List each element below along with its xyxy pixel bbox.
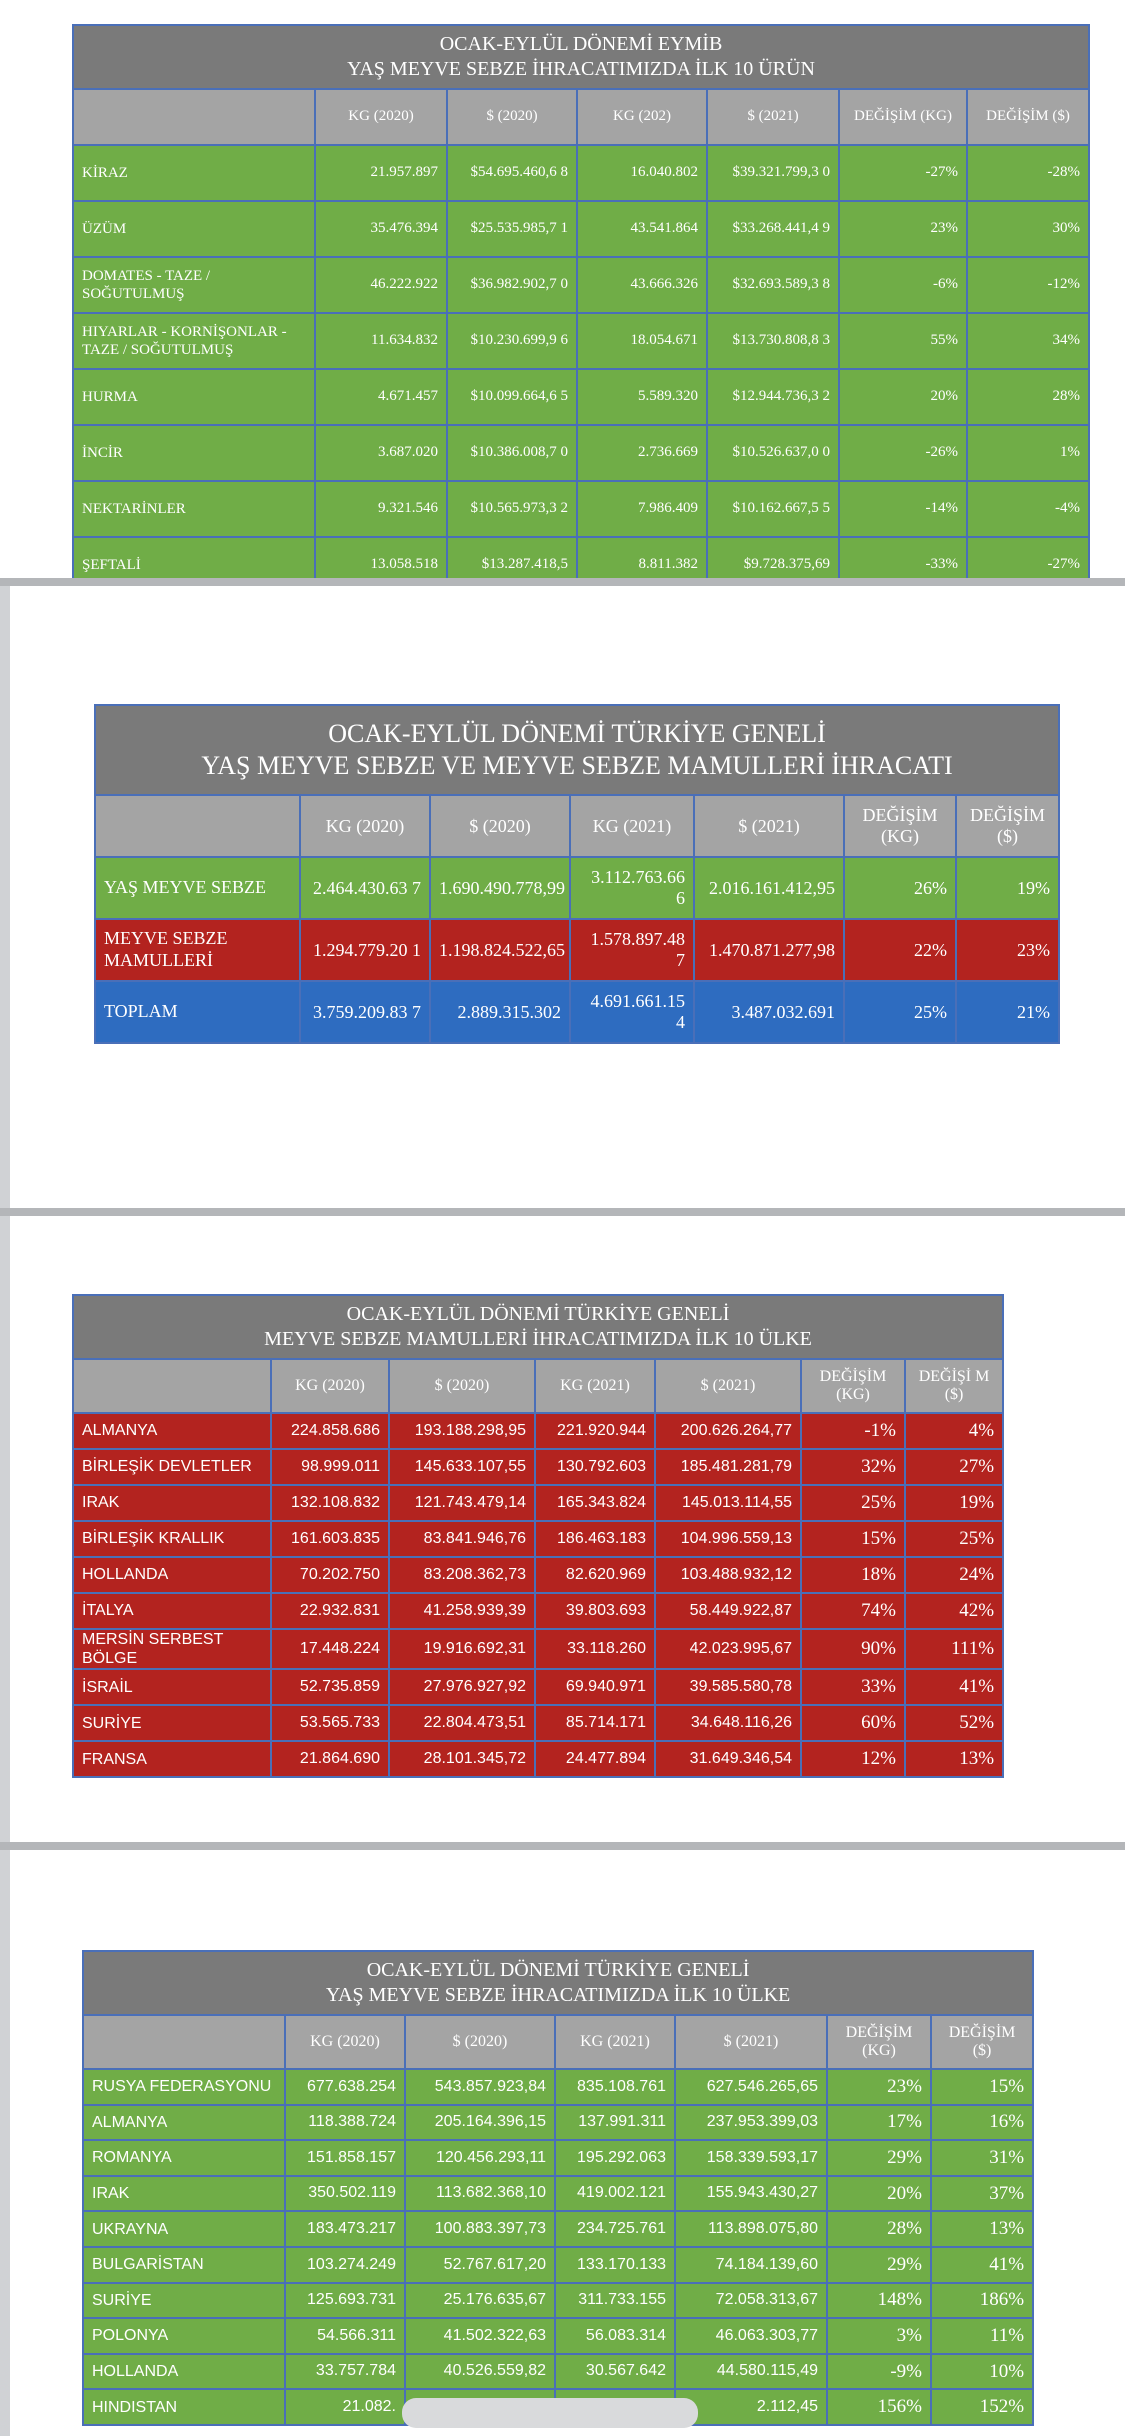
- cell-kg2021: 69.940.971: [535, 1669, 655, 1705]
- cell-chg-usd: -28%: [967, 145, 1089, 201]
- row-label: MEYVE SEBZE MAMULLERİ: [95, 919, 300, 981]
- cell-usd2021: $10.162.667,5 5: [707, 481, 839, 537]
- row-label: MERSİN SERBEST BÖLGE: [73, 1629, 271, 1669]
- cell-chg-usd: 41%: [931, 2247, 1033, 2283]
- cell-kg2021: 16.040.802: [577, 145, 707, 201]
- cell-kg2020: 35.476.394: [315, 201, 447, 257]
- cell-usd2021: 31.649.346,54: [655, 1741, 801, 1777]
- cell-kg2020: 4.671.457: [315, 369, 447, 425]
- cell-chg-usd: 21%: [956, 981, 1059, 1043]
- obscured-overlay: [402, 2398, 698, 2428]
- cell-kg2020: 3.687.020: [315, 425, 447, 481]
- cell-usd2021: 2.016.161.412,95: [694, 857, 844, 919]
- row-label: IRAK: [73, 1485, 271, 1521]
- row-label: ROMANYA: [83, 2140, 285, 2176]
- cell-usd2021: 237.953.399,03: [675, 2105, 827, 2141]
- column-header: $ (2020): [430, 795, 570, 857]
- table-row: [95, 857, 1059, 919]
- cell-kg2021: 311.733.155: [555, 2283, 675, 2319]
- cell-kg2021: 186.463.183: [535, 1521, 655, 1557]
- left-edge: [0, 1850, 10, 2436]
- cell-kg2020: 13.058.518: [315, 537, 447, 578]
- row-label: İSRAİL: [73, 1669, 271, 1705]
- column-header: DEĞİŞİM (KG): [827, 2015, 931, 2069]
- cell-usd2020: 40.526.559,82: [405, 2354, 555, 2390]
- cell-kg2020: 53.565.733: [271, 1705, 389, 1741]
- cell-kg2020: 2.464.430.63 7: [300, 857, 430, 919]
- row-label: ŞEFTALİ: [73, 537, 315, 578]
- table-row: [73, 1669, 1003, 1705]
- cell-usd2021: 185.481.281,79: [655, 1449, 801, 1485]
- cell-chg-kg: 33%: [801, 1669, 905, 1705]
- cell-usd2021: 74.184.139,60: [675, 2247, 827, 2283]
- table-title: OCAK-EYLÜL DÖNEMİ EYMİB YAŞ MEYVE SEBZE İHRACATIMIZDA İLK 10 ÜRÜN: [73, 25, 1089, 89]
- cell-chg-usd: -4%: [967, 481, 1089, 537]
- table-row: [83, 2105, 1033, 2141]
- column-header: [83, 2015, 285, 2069]
- row-label: HINDISTAN: [83, 2389, 285, 2425]
- cell-usd2021: 58.449.922,87: [655, 1593, 801, 1629]
- cell-usd2020: 2.889.315.302: [430, 981, 570, 1043]
- row-label: UKRAYNA: [83, 2211, 285, 2247]
- cell-chg-kg: 28%: [827, 2211, 931, 2247]
- cell-chg-usd: 13%: [905, 1741, 1003, 1777]
- row-label: IRAK: [83, 2176, 285, 2212]
- cell-kg2020: 21.864.690: [271, 1741, 389, 1777]
- cell-usd2021: 1.470.871.277,98: [694, 919, 844, 981]
- cell-kg2020: 350.502.119: [285, 2176, 405, 2212]
- table-row: [95, 981, 1059, 1043]
- cell-chg-usd: 4%: [905, 1413, 1003, 1449]
- cell-usd2020: 145.633.107,55: [389, 1449, 535, 1485]
- cell-kg2021: 2.736.669: [577, 425, 707, 481]
- cell-usd2021: 113.898.075,80: [675, 2211, 827, 2247]
- table-title: OCAK-EYLÜL DÖNEMİ TÜRKİYE GENELİ YAŞ MEYVE SEBZE VE MEYVE SEBZE MAMULLERİ İHRACATI: [95, 705, 1059, 795]
- table-row: [95, 919, 1059, 981]
- turkey-fresh-and-processed-exports-table: [94, 704, 1060, 1044]
- cell-chg-kg: 22%: [844, 919, 956, 981]
- column-header: DEĞİŞİM (KG): [801, 1359, 905, 1413]
- column-header: KG (2021): [570, 795, 694, 857]
- cell-usd2021: $9.728.375,69: [707, 537, 839, 578]
- table-title: OCAK-EYLÜL DÖNEMİ TÜRKİYE GENELİ YAŞ MEYVE SEBZE İHRACATIMIZDA İLK 10 ÜLKE: [83, 1951, 1033, 2015]
- cell-chg-usd: 23%: [956, 919, 1059, 981]
- row-label: İNCİR: [73, 425, 315, 481]
- cell-chg-kg: 29%: [827, 2140, 931, 2176]
- cell-chg-kg: 15%: [801, 1521, 905, 1557]
- column-header: DEĞİŞİM ($): [931, 2015, 1033, 2069]
- cell-chg-kg: 3%: [827, 2318, 931, 2354]
- cell-kg2020: 161.603.835: [271, 1521, 389, 1557]
- processed-exports-top-10-countries-table: [72, 1294, 1004, 1778]
- cell-chg-usd: 19%: [905, 1485, 1003, 1521]
- row-label: FRANSA: [73, 1741, 271, 1777]
- cell-kg2021: 137.991.311: [555, 2105, 675, 2141]
- table-row: [83, 2211, 1033, 2247]
- table-row: [83, 2318, 1033, 2354]
- cell-kg2020: 151.858.157: [285, 2140, 405, 2176]
- cell-usd2020: 193.188.298,95: [389, 1413, 535, 1449]
- cell-kg2021: 56.083.314: [555, 2318, 675, 2354]
- cell-chg-kg: 17%: [827, 2105, 931, 2141]
- row-label: ALMANYA: [73, 1413, 271, 1449]
- cell-kg2020: 224.858.686: [271, 1413, 389, 1449]
- cell-chg-kg: 18%: [801, 1557, 905, 1593]
- column-header: DEĞİŞİ M ($): [905, 1359, 1003, 1413]
- cell-kg2021: 43.541.864: [577, 201, 707, 257]
- cell-kg2021: 43.666.326: [577, 257, 707, 313]
- table-row: [73, 425, 1089, 481]
- cell-chg-usd: 52%: [905, 1705, 1003, 1741]
- cell-chg-usd: 28%: [967, 369, 1089, 425]
- table-row: [83, 2354, 1033, 2390]
- cell-chg-kg: 23%: [827, 2069, 931, 2105]
- cell-usd2021: $32.693.589,3 8: [707, 257, 839, 313]
- cell-chg-kg: -1%: [801, 1413, 905, 1449]
- cell-kg2021: 5.589.320: [577, 369, 707, 425]
- cell-usd2021: $33.268.441,4 9: [707, 201, 839, 257]
- cell-chg-usd: 1%: [967, 425, 1089, 481]
- cell-chg-usd: 42%: [905, 1593, 1003, 1629]
- table-row: [73, 313, 1089, 369]
- cell-chg-usd: -27%: [967, 537, 1089, 578]
- cell-usd2021: 3.487.032.691: [694, 981, 844, 1043]
- column-header: $ (2021): [694, 795, 844, 857]
- table-row: [83, 2140, 1033, 2176]
- row-label: TOPLAM: [95, 981, 300, 1043]
- table-row: [73, 1593, 1003, 1629]
- cell-usd2021: $10.526.637,0 0: [707, 425, 839, 481]
- table-row: [73, 1521, 1003, 1557]
- table-row: [73, 1705, 1003, 1741]
- cell-chg-usd: 24%: [905, 1557, 1003, 1593]
- cell-chg-usd: 31%: [931, 2140, 1033, 2176]
- table-row: [83, 2247, 1033, 2283]
- row-label: SURİYE: [83, 2283, 285, 2319]
- cell-chg-kg: 55%: [839, 313, 967, 369]
- cell-chg-usd: 27%: [905, 1449, 1003, 1485]
- cell-chg-usd: 16%: [931, 2105, 1033, 2141]
- page-3: [0, 1216, 1125, 1842]
- row-label: BİRLEŞİK DEVLETLER: [73, 1449, 271, 1485]
- cell-usd2021: 2.112,45: [675, 2389, 827, 2425]
- cell-usd2020: $10.099.664,6 5: [447, 369, 577, 425]
- row-label: NEKTARİNLER: [73, 481, 315, 537]
- cell-usd2020: $13.287.418,5: [447, 537, 577, 578]
- cell-chg-usd: 15%: [931, 2069, 1033, 2105]
- cell-usd2021: 145.013.114,55: [655, 1485, 801, 1521]
- cell-chg-kg: 12%: [801, 1741, 905, 1777]
- column-header: [73, 1359, 271, 1413]
- cell-chg-usd: 186%: [931, 2283, 1033, 2319]
- cell-chg-kg: -26%: [839, 425, 967, 481]
- row-label: HURMA: [73, 369, 315, 425]
- cell-kg2021: 3.112.763.66 6: [570, 857, 694, 919]
- column-header: DEĞİŞİM (KG): [844, 795, 956, 857]
- cell-chg-kg: 148%: [827, 2283, 931, 2319]
- cell-usd2021: 44.580.115,49: [675, 2354, 827, 2390]
- cell-usd2020: 120.456.293,11: [405, 2140, 555, 2176]
- column-header: [73, 89, 315, 145]
- cell-kg2020: 118.388.724: [285, 2105, 405, 2141]
- cell-kg2021: 39.803.693: [535, 1593, 655, 1629]
- cell-usd2021: 627.546.265,65: [675, 2069, 827, 2105]
- cell-usd2020: 1.198.824.522,65: [430, 919, 570, 981]
- page-1: [0, 0, 1125, 578]
- cell-kg2020: 132.108.832: [271, 1485, 389, 1521]
- column-header: DEĞİŞİM ($): [967, 89, 1089, 145]
- header-row: [83, 2015, 1033, 2069]
- cell-usd2021: $13.730.808,8 3: [707, 313, 839, 369]
- table-row: [83, 2283, 1033, 2319]
- cell-chg-kg: 20%: [827, 2176, 931, 2212]
- cell-kg2021: 8.811.382: [577, 537, 707, 578]
- cell-chg-usd: 10%: [931, 2354, 1033, 2390]
- cell-usd2021: $12.944.736,3 2: [707, 369, 839, 425]
- column-header: $ (2021): [675, 2015, 827, 2069]
- cell-chg-kg: -33%: [839, 537, 967, 578]
- cell-kg2020: 46.222.922: [315, 257, 447, 313]
- cell-kg2020: 125.693.731: [285, 2283, 405, 2319]
- table-row: [73, 1413, 1003, 1449]
- header-row: [95, 795, 1059, 857]
- fresh-exports-top-10-countries-table: [82, 1950, 1034, 2426]
- table-row: [73, 201, 1089, 257]
- cell-chg-kg: 90%: [801, 1629, 905, 1669]
- cell-usd2020: 27.976.927,92: [389, 1669, 535, 1705]
- cell-chg-usd: 30%: [967, 201, 1089, 257]
- page-4: [0, 1850, 1125, 2436]
- cell-usd2020: 113.682.368,10: [405, 2176, 555, 2212]
- cell-kg2020: 9.321.546: [315, 481, 447, 537]
- row-label: ÜZÜM: [73, 201, 315, 257]
- cell-kg2021: 24.477.894: [535, 1741, 655, 1777]
- cell-kg2021: 18.054.671: [577, 313, 707, 369]
- cell-kg2021: 195.292.063: [555, 2140, 675, 2176]
- column-header: $ (2021): [655, 1359, 801, 1413]
- cell-usd2020: 100.883.397,73: [405, 2211, 555, 2247]
- table-row: [73, 145, 1089, 201]
- cell-chg-kg: 25%: [844, 981, 956, 1043]
- column-header: DEĞİŞİM (KG): [839, 89, 967, 145]
- cell-usd2020: 41.258.939,39: [389, 1593, 535, 1629]
- row-label: POLONYA: [83, 2318, 285, 2354]
- cell-chg-usd: 11%: [931, 2318, 1033, 2354]
- cell-chg-kg: -9%: [827, 2354, 931, 2390]
- row-label: ALMANYA: [83, 2105, 285, 2141]
- cell-usd2021: 104.996.559,13: [655, 1521, 801, 1557]
- cell-chg-usd: 34%: [967, 313, 1089, 369]
- cell-usd2020: 19.916.692,31: [389, 1629, 535, 1669]
- cell-usd2020: $10.565.973,3 2: [447, 481, 577, 537]
- cell-usd2021: 158.339.593,17: [675, 2140, 827, 2176]
- cell-kg2020: 54.566.311: [285, 2318, 405, 2354]
- row-label: İTALYA: [73, 1593, 271, 1629]
- cell-usd2020: 205.164.396,15: [405, 2105, 555, 2141]
- table-title: OCAK-EYLÜL DÖNEMİ TÜRKİYE GENELİ MEYVE SEBZE MAMULLERİ İHRACATIMIZDA İLK 10 ÜLKE: [73, 1295, 1003, 1359]
- cell-chg-usd: 111%: [905, 1629, 1003, 1669]
- row-label: HOLLANDA: [73, 1557, 271, 1593]
- cell-kg2021: 4.691.661.15 4: [570, 981, 694, 1043]
- table-row: [73, 1485, 1003, 1521]
- column-header: DEĞİŞİM ($): [956, 795, 1059, 857]
- row-label: RUSYA FEDERASYONU: [83, 2069, 285, 2105]
- cell-usd2021: $39.321.799,3 0: [707, 145, 839, 201]
- page-2: [0, 586, 1125, 1208]
- cell-kg2020: 183.473.217: [285, 2211, 405, 2247]
- cell-chg-kg: -27%: [839, 145, 967, 201]
- table-row: [73, 537, 1089, 578]
- eymib-top-10-products-table: [72, 24, 1090, 578]
- cell-chg-kg: 156%: [827, 2389, 931, 2425]
- column-header: KG (2020): [315, 89, 447, 145]
- row-label: HIYARLAR - KORNİŞONLAR - TAZE / SOĞUTULMUŞ: [73, 313, 315, 369]
- cell-kg2020: 33.757.784: [285, 2354, 405, 2390]
- cell-kg2020: 21.957.897: [315, 145, 447, 201]
- cell-usd2020: 28.101.345,72: [389, 1741, 535, 1777]
- cell-kg2021: 7.986.409: [577, 481, 707, 537]
- row-label: DOMATES - TAZE / SOĞUTULMUŞ: [73, 257, 315, 313]
- cell-chg-usd: 152%: [931, 2389, 1033, 2425]
- cell-chg-usd: 41%: [905, 1669, 1003, 1705]
- cell-kg2020: 103.274.249: [285, 2247, 405, 2283]
- cell-chg-usd: -12%: [967, 257, 1089, 313]
- cell-kg2020: 677.638.254: [285, 2069, 405, 2105]
- table-row: [73, 369, 1089, 425]
- row-label: BULGARİSTAN: [83, 2247, 285, 2283]
- cell-chg-kg: 29%: [827, 2247, 931, 2283]
- cell-kg2020: 70.202.750: [271, 1557, 389, 1593]
- cell-usd2020: 41.502.322,63: [405, 2318, 555, 2354]
- table-row: [83, 2176, 1033, 2212]
- cell-kg2021: 82.620.969: [535, 1557, 655, 1593]
- row-label: BİRLEŞİK KRALLIK: [73, 1521, 271, 1557]
- table-row: [73, 1629, 1003, 1669]
- cell-chg-kg: 60%: [801, 1705, 905, 1741]
- page-separator: [0, 1208, 1125, 1216]
- table-row: [73, 1741, 1003, 1777]
- cell-usd2020: $10.230.699,9 6: [447, 313, 577, 369]
- column-header: $ (2021): [707, 89, 839, 145]
- cell-usd2020: 83.841.946,76: [389, 1521, 535, 1557]
- cell-usd2020: $36.982.902,7 0: [447, 257, 577, 313]
- cell-usd2020: 22.804.473,51: [389, 1705, 535, 1741]
- cell-kg2021: 221.920.944: [535, 1413, 655, 1449]
- table-row: [73, 481, 1089, 537]
- cell-usd2020: $10.386.008,7 0: [447, 425, 577, 481]
- cell-usd2020: 121.743.479,14: [389, 1485, 535, 1521]
- cell-kg2020: 17.448.224: [271, 1629, 389, 1669]
- header-row: [73, 1359, 1003, 1413]
- header-row: [73, 89, 1089, 145]
- cell-usd2021: 155.943.430,27: [675, 2176, 827, 2212]
- cell-kg2021: 165.343.824: [535, 1485, 655, 1521]
- table-row: [73, 1449, 1003, 1485]
- column-header: KG (2021): [535, 1359, 655, 1413]
- cell-chg-kg: 23%: [839, 201, 967, 257]
- cell-usd2020: 83.208.362,73: [389, 1557, 535, 1593]
- cell-usd2021: 200.626.264,77: [655, 1413, 801, 1449]
- cell-usd2021: 103.488.932,12: [655, 1557, 801, 1593]
- cell-kg2021: 85.714.171: [535, 1705, 655, 1741]
- column-header: KG (2020): [300, 795, 430, 857]
- row-label: HOLLANDA: [83, 2354, 285, 2390]
- left-edge: [0, 1216, 10, 1842]
- cell-kg2021: 234.725.761: [555, 2211, 675, 2247]
- cell-usd2021: 42.023.995,67: [655, 1629, 801, 1669]
- cell-kg2021: 419.002.121: [555, 2176, 675, 2212]
- column-header: KG (2020): [285, 2015, 405, 2069]
- column-header: $ (2020): [447, 89, 577, 145]
- cell-chg-usd: 25%: [905, 1521, 1003, 1557]
- cell-kg2021: 130.792.603: [535, 1449, 655, 1485]
- column-header: KG (202): [577, 89, 707, 145]
- column-header: KG (2021): [555, 2015, 675, 2069]
- cell-chg-usd: 37%: [931, 2176, 1033, 2212]
- cell-kg2020: 52.735.859: [271, 1669, 389, 1705]
- page-separator: [0, 578, 1125, 586]
- cell-kg2021: 33.118.260: [535, 1629, 655, 1669]
- cell-kg2020: 21.082.: [285, 2389, 405, 2425]
- cell-kg2021: 1.578.897.48 7: [570, 919, 694, 981]
- cell-usd2021: 72.058.313,67: [675, 2283, 827, 2319]
- row-label: SURİYE: [73, 1705, 271, 1741]
- cell-chg-usd: 19%: [956, 857, 1059, 919]
- cell-usd2020: 25.176.635,67: [405, 2283, 555, 2319]
- cell-kg2020: 98.999.011: [271, 1449, 389, 1485]
- cell-kg2020: 11.634.832: [315, 313, 447, 369]
- cell-chg-kg: -6%: [839, 257, 967, 313]
- cell-chg-kg: 32%: [801, 1449, 905, 1485]
- cell-kg2020: 22.932.831: [271, 1593, 389, 1629]
- row-label: KİRAZ: [73, 145, 315, 201]
- cell-kg2020: 1.294.779.20 1: [300, 919, 430, 981]
- cell-usd2020: 543.857.923,84: [405, 2069, 555, 2105]
- cell-kg2020: 3.759.209.83 7: [300, 981, 430, 1043]
- table-row: [73, 1557, 1003, 1593]
- cell-usd2021: 46.063.303,77: [675, 2318, 827, 2354]
- cell-usd2020: 1.690.490.778,99: [430, 857, 570, 919]
- cell-usd2020: $54.695.460,6 8: [447, 145, 577, 201]
- cell-kg2021: 835.108.761: [555, 2069, 675, 2105]
- table-row: [73, 257, 1089, 313]
- cell-usd2021: 39.585.580,78: [655, 1669, 801, 1705]
- page-separator: [0, 1842, 1125, 1850]
- cell-chg-kg: -14%: [839, 481, 967, 537]
- cell-usd2020: $25.535.985,7 1: [447, 201, 577, 257]
- cell-usd2020: 52.767.617,20: [405, 2247, 555, 2283]
- table-row: [83, 2069, 1033, 2105]
- cell-chg-kg: 25%: [801, 1485, 905, 1521]
- cell-kg2021: 133.170.133: [555, 2247, 675, 2283]
- row-label: YAŞ MEYVE SEBZE: [95, 857, 300, 919]
- column-header: KG (2020): [271, 1359, 389, 1413]
- cell-usd2021: 34.648.116,26: [655, 1705, 801, 1741]
- cell-chg-kg: 20%: [839, 369, 967, 425]
- left-edge: [0, 586, 10, 1208]
- cell-chg-usd: 13%: [931, 2211, 1033, 2247]
- cell-kg2021: 30.567.642: [555, 2354, 675, 2390]
- column-header: [95, 795, 300, 857]
- column-header: $ (2020): [405, 2015, 555, 2069]
- cell-chg-kg: 26%: [844, 857, 956, 919]
- column-header: $ (2020): [389, 1359, 535, 1413]
- cell-chg-kg: 74%: [801, 1593, 905, 1629]
